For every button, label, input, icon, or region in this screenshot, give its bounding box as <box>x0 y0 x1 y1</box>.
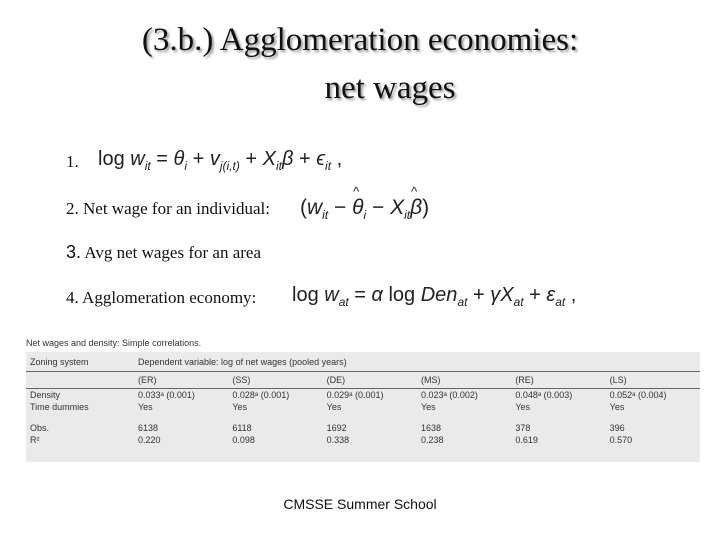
item-3-number: 3. <box>66 242 82 262</box>
table-caption: Net wages and density: Simple correlations. <box>26 338 202 348</box>
slide-title-line1: (3.b.) Agglomeration economies: <box>141 22 579 58</box>
table-col-header: (DE) <box>323 372 417 389</box>
table-row <box>26 389 700 402</box>
table-col-header: (RE) <box>511 372 605 389</box>
table-cell: 0.338 <box>326 435 350 445</box>
row-label: Density <box>30 390 61 400</box>
equation-net-wage: ($w_{it}$ − ^ $\theta_i$ − $X_{it}\^{}$ β) <box>300 196 429 222</box>
table-cell: 0.028ᵃ (0.001) <box>232 390 290 400</box>
table-row <box>26 401 700 413</box>
table-cell: Yes <box>609 402 625 412</box>
table-cell: 0.238 <box>420 435 444 445</box>
table-cell: Yes <box>420 402 436 412</box>
table-cell: 396 <box>609 423 625 433</box>
slide-title-line2: net wages <box>324 70 456 106</box>
footer-text: CMSSE Summer School <box>283 496 437 512</box>
table-cell: Yes <box>326 402 342 412</box>
table-cell: 0.048ᵃ (0.003) <box>515 390 573 400</box>
table-cell: 0.570 <box>609 435 633 445</box>
table-cell: Yes <box>515 402 530 412</box>
table-cell: 0.029ᵃ (0.001) <box>326 390 384 400</box>
results-table <box>26 352 700 462</box>
table-cell: 1692 <box>326 423 347 433</box>
row-label: Time dummies <box>30 402 89 412</box>
table-cell: 6138 <box>138 423 159 433</box>
table-cell: 0.023ᵃ (0.002) <box>420 390 478 400</box>
item-1-label: 1. <box>66 152 79 171</box>
item-3-label <box>66 242 261 263</box>
item-2-label: 2. Net wage for an individual: <box>66 199 270 218</box>
table-cell: 378 <box>515 423 531 433</box>
table-row <box>26 413 700 434</box>
table-cell: 0.220 <box>138 435 161 445</box>
table-header-left: Zoning system <box>26 352 134 372</box>
table-col-header: (LS) <box>606 372 700 389</box>
table-cell: 6118 <box>232 423 252 433</box>
table-cell: 0.098 <box>232 435 255 445</box>
table-header-right: Dependent variable: log of net wages (pooled years) <box>134 352 700 372</box>
table-col-header: (MS) <box>417 372 511 389</box>
table-row <box>26 434 700 446</box>
item-3-text: Avg net wages for an area <box>81 243 262 262</box>
table-col-header: (ER) <box>134 372 228 389</box>
row-label: Obs. <box>30 423 50 433</box>
equation-log-wage: $\log w_{it} = \theta_i + v_{j(i,t)} + X_{it}\beta + \epsilon_{it}$ , <box>98 148 343 173</box>
table-cell: 0.619 <box>515 435 538 445</box>
table-col-header: (SS) <box>228 372 322 389</box>
table-cell: Yes <box>232 402 248 412</box>
table-cell: 0.052ᵃ (0.004) <box>609 390 667 400</box>
table-cell: 0.033ᵃ (0.001) <box>138 390 195 400</box>
row-label: R² <box>30 435 40 445</box>
equation-agglomeration: $\log w_{at} = \alpha$ $\log Den_{at} + \gamma X_{at} + \varepsilon_{at}$ , <box>292 284 577 309</box>
table-cell: 1638 <box>420 423 442 433</box>
table-cell: Yes <box>138 402 153 412</box>
item-4-label: 4. Agglomeration economy: <box>66 288 257 307</box>
